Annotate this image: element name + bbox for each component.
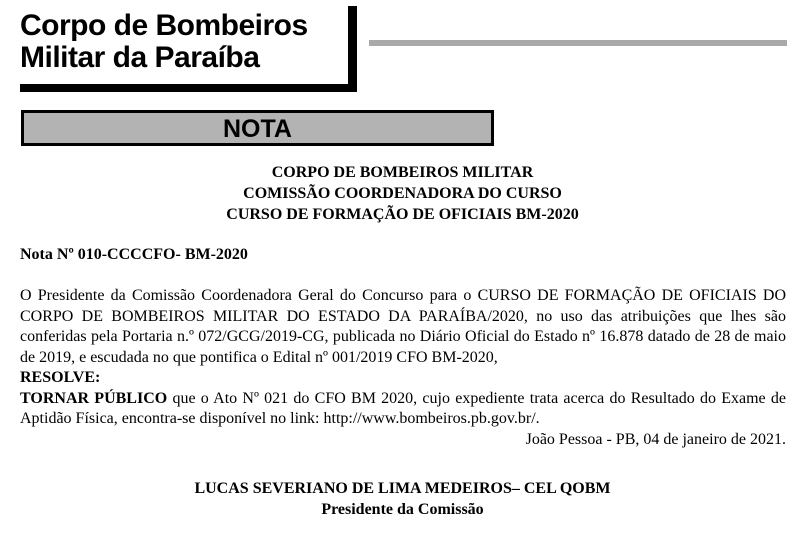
organization-title	[20, 10, 308, 74]
document-body	[20, 286, 786, 450]
nota-number: Nota Nº 010-CCCCFO- BM-2020	[20, 246, 248, 263]
paragraph-resolution	[20, 389, 786, 430]
signatory-role: Presidente da Comissão	[321, 501, 484, 518]
org-title-line1: Corpo de Bombeiros	[20, 9, 308, 42]
title-vertical-rule	[348, 6, 357, 90]
nota-banner	[21, 110, 494, 146]
document-heading	[20, 162, 785, 225]
resolve-label: RESOLVE:	[20, 369, 101, 386]
heading-line-1: CORPO DE BOMBEIROS MILITAR	[271, 164, 534, 181]
gray-divider-rule	[369, 40, 787, 46]
resolution-text: que o Ato Nº 021 do CFO BM 2020, cujo expediente trata acerca do Resultado do Exame de Aptidão Física, encontra-se disponível no link: http://www.bombeiros.pb.gov.br/.	[20, 389, 787, 427]
date-line: João Pessoa - PB, 04 de janeiro de 2021.	[525, 430, 786, 448]
signatory-name: LUCAS SEVERIANO DE LIMA MEDEIROS– CEL QOBM	[194, 480, 611, 497]
signature-block	[20, 478, 785, 520]
tornar-publico-label: TORNAR PÚBLICO	[20, 389, 168, 407]
heading-line-2: COMISSÃO COORDENADORA DO CURSO	[243, 185, 562, 202]
paragraph-preamble: O Presidente da Comissão Coordenadora Geral do Concurso para o CURSO DE FORMAÇÃO DE OFICIAIS DO CORPO DE BOMBEIROS MILITAR DO ESTADO DA PARAÍBA/2020, no uso das atribuições que lhes são conferidas pela Portaria n.º 072/GCG/2019-CG, publicada no Diário Oficial do Estado nº 16.878 datado de 28 de maio de 2019, e escudada no que pontifica o Edital nº 001/2019 CFO BM-2020,	[20, 287, 786, 366]
org-title-line2: Militar da Paraíba	[20, 41, 260, 74]
heading-line-3: CURSO DE FORMAÇÃO DE OFICIAIS BM-2020	[226, 206, 579, 223]
title-bottom-rule	[20, 84, 357, 92]
nota-label: NOTA	[223, 115, 292, 143]
